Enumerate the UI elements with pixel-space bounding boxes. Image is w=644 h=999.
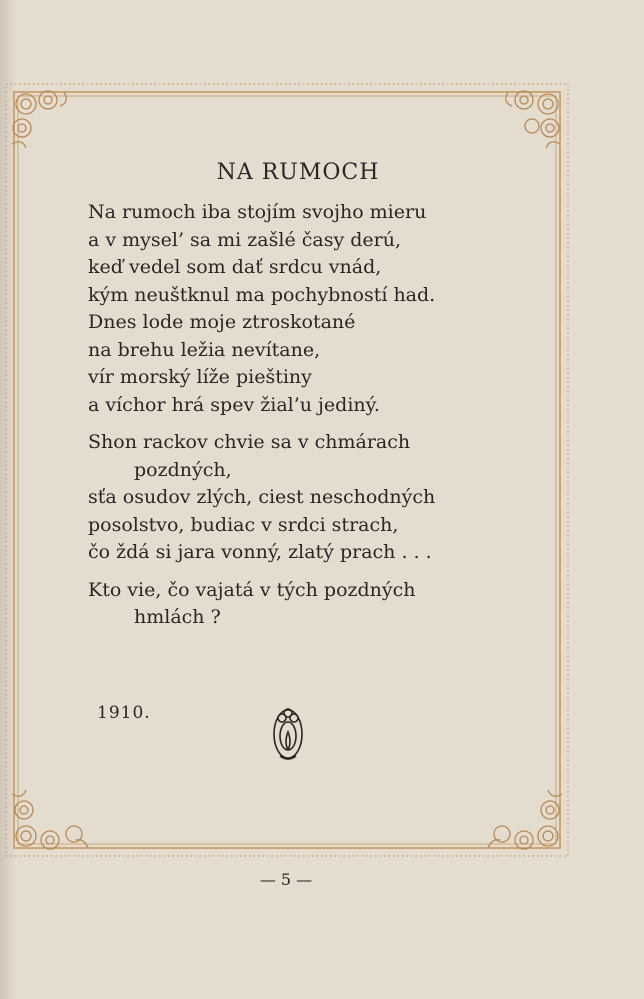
page-number: — 5 — bbox=[259, 870, 313, 889]
stanza-1 bbox=[88, 199, 508, 419]
verse-line: Kto vie, čo vajatá v tých pozdných bbox=[88, 578, 416, 601]
verse-line: a v mysel’ sa mi zašlé časy derú, bbox=[88, 228, 401, 251]
verse-line: Shon rackov chvie sa v chmárach bbox=[88, 431, 411, 453]
verse-line: na brehu ležia nevítane, bbox=[88, 338, 321, 361]
corner-ornament-bl bbox=[12, 790, 88, 849]
poem-title: NA RUMOCH bbox=[216, 160, 380, 185]
verse-line: kým neuštknul ma pochybností had. bbox=[88, 283, 436, 306]
stanza-3 bbox=[88, 577, 508, 632]
verse-line: posolstvo, budiac v srdci strach, bbox=[88, 513, 399, 536]
verse-line-continuation: pozdných, bbox=[134, 458, 232, 481]
corner-ornament-tr bbox=[506, 91, 560, 148]
verse-line-continuation: hmlách ? bbox=[134, 606, 221, 628]
verse-line: čo ždá si jara vonný, zlatý prach . . . bbox=[88, 541, 432, 563]
corner-ornament-tl bbox=[12, 91, 66, 148]
verse-line: Na rumoch iba stojím svojho mieru bbox=[88, 201, 427, 223]
poem-body bbox=[88, 160, 508, 642]
corner-ornament-br bbox=[488, 790, 562, 849]
vignette-emblem-icon bbox=[270, 704, 306, 766]
stanza-2 bbox=[88, 429, 508, 567]
verse-line: keď vedel som dať srdcu vnád, bbox=[88, 256, 382, 278]
verse-line: Dnes lode moje ztroskotané bbox=[88, 311, 356, 333]
poem-year: 1910. bbox=[97, 703, 151, 723]
verse-line: a víchor hrá spev žial’u jediný. bbox=[88, 393, 380, 416]
verse-line: vír morský líže pieštiny bbox=[88, 366, 312, 388]
verse-line: sťa osudov zlých, ciest neschodných bbox=[88, 486, 436, 508]
